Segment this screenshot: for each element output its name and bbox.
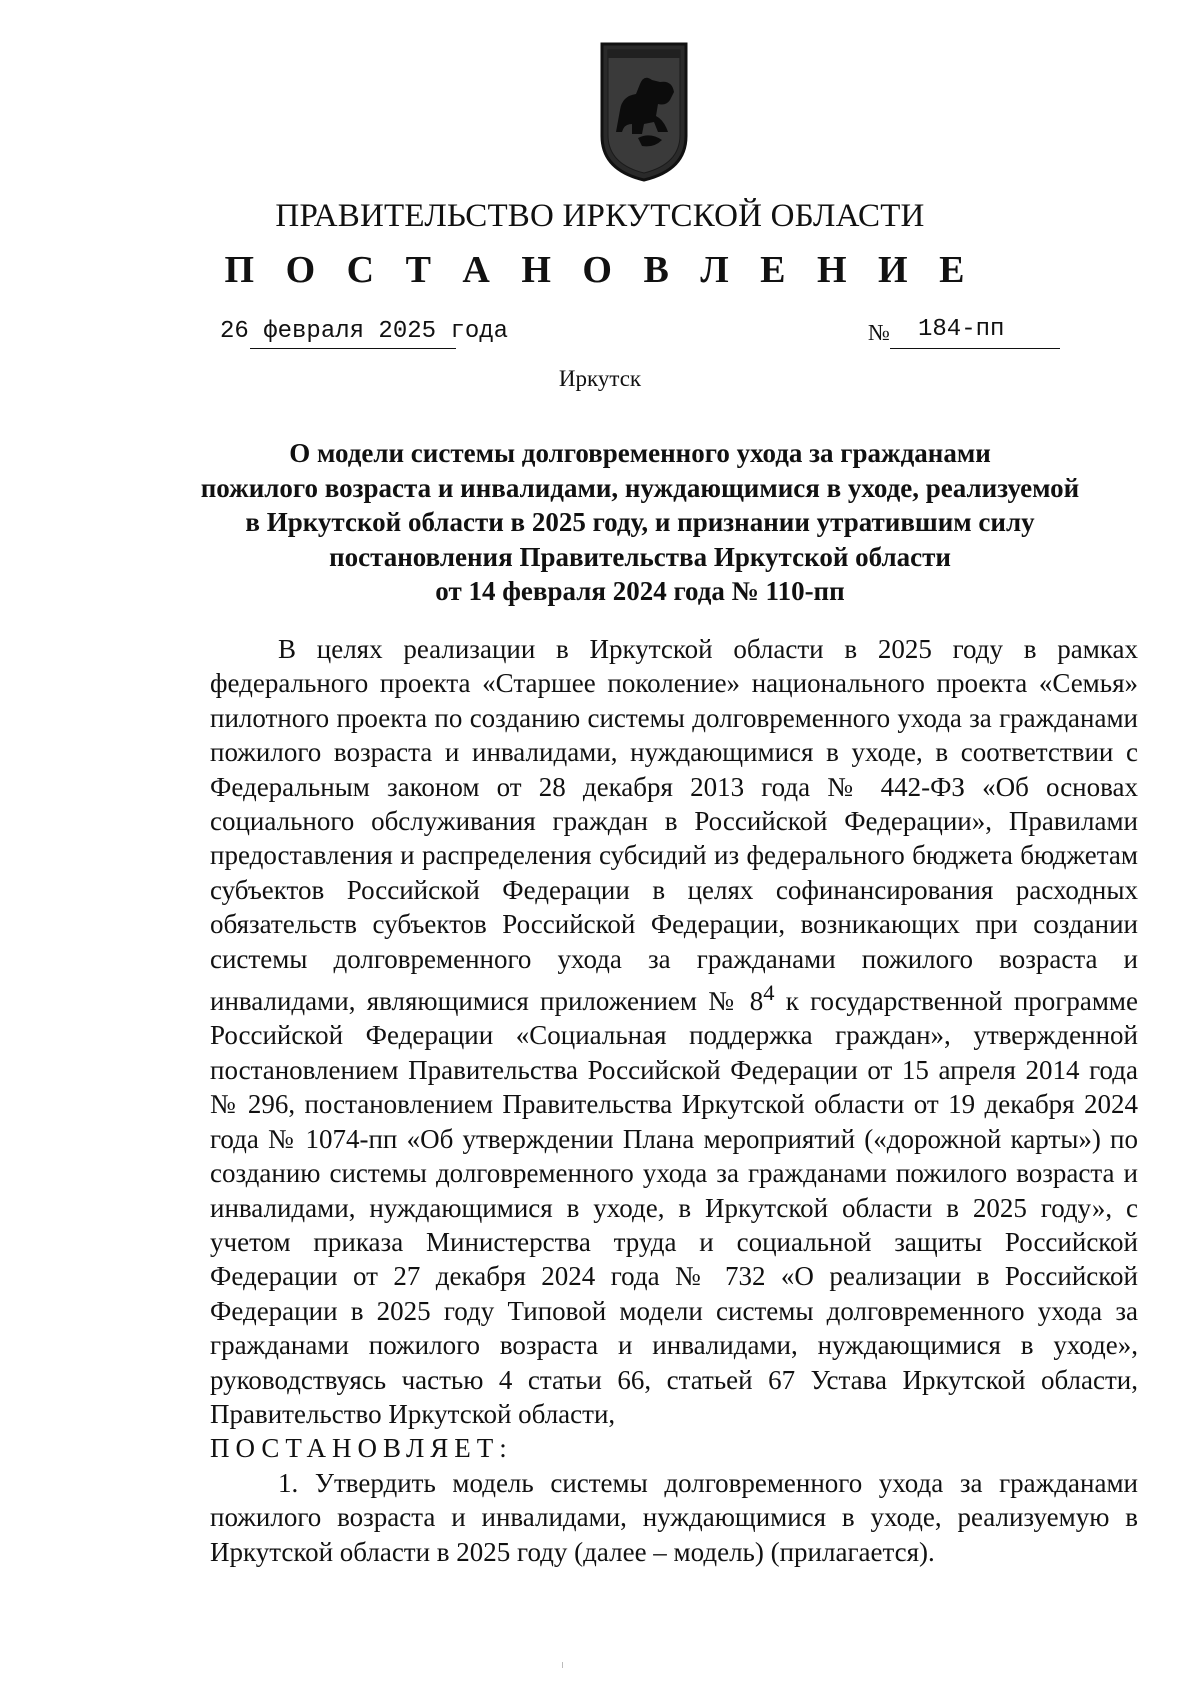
- date-underline: [250, 348, 456, 349]
- scan-artifact: [562, 1662, 563, 1668]
- document-date: 26 февраля 2025 года: [220, 318, 509, 345]
- title-line: О модели системы долговременного ухода за гражданами: [289, 438, 991, 468]
- item-1-paragraph: 1. Утвердить модель системы долговременного ухода за гражданами пожилого возраста и инвалидами, нуждающимися в уходе, реализуемую в Иркутской области в 2025 году (далее – модель) (прилагается).: [210, 1467, 1138, 1567]
- emblem-top-band: [608, 50, 680, 58]
- decree-word: ПОСТАНОВЛЯЕТ:: [210, 1433, 513, 1464]
- preamble-text-part2: к государственной программе Российской Федерации «Социальная поддержка граждан», утвержденной постановлением Правительства Российской Федерации от 15 апреля 2014 года № 296, постановлением Правительства Иркутской области от 19 декабря 2024 года № 1074-пп «Об утверждении Плана мероприятий («дорожной карты») по созданию системы долговременного ухода за гражданами пожилого возраста и инвалидами, нуждающимися в уходе, в Иркутской области в 2025 году», с учетом приказа Министерства труда и социальной защиты Российской Федерации от 27 декабря 2024 года № 732 «О реализации в Российской Федерации в 2025 году Типовой модели системы долговременного ухода за гражданами пожилого возраста и инвалидами, нуждающимися в уходе», руководствуясь частью 4 статьи 66, статьей 67 Устава Иркутской области, Правительство Иркутской области,: [210, 986, 1138, 1429]
- preamble-superscript: 4: [763, 980, 775, 1006]
- coat-of-arms-icon: [598, 40, 690, 184]
- city-name: Иркутск: [558, 366, 642, 391]
- title-line: постановления Правительства Иркутской области: [329, 541, 951, 572]
- number-label: №: [868, 320, 890, 345]
- number-underline: [890, 348, 1060, 349]
- preamble-text-part1: В целях реализации в Иркутской области в 2025 году в рамках федерального проекта «Старшее поколение» национального проекта «Семья» пилотного проекта по созданию системы долговременного ухода за гражданами пожилого возраста и инвалидами, нуждающимися в уходе, в соответствии с Федеральным законом от 28 декабря 2013 года № 442-ФЗ «Об основах социального обслуживания граждан в Российской Федерации», Правилами предоставления и распределения субсидий из федерального бюджета бюджетам субъектов Российской Федерации в целях софинансирования расходных обязательств субъектов Российской Федерации, возникающих при создании системы долговременного ухода за гражданами пожилого возраста и инвалидами, являющимися приложением № 8: [210, 634, 1138, 1017]
- title-line: пожилого возраста и инвалидами, нуждающимися в уходе, реализуемой: [200, 472, 1080, 503]
- document-number: 184-пп: [918, 316, 1005, 343]
- document-body: [210, 632, 1138, 1569]
- title-line: в Иркутской области в 2025 году, и признании утратившим силу: [245, 507, 1035, 537]
- preamble-paragraph: [210, 632, 1138, 1431]
- title-line: от 14 февраля 2024 года № 110-пп: [435, 576, 845, 606]
- document-type: П О С Т А Н О В Л Е Н И Е: [224, 249, 976, 291]
- government-name: ПРАВИТЕЛЬСТВО ИРКУТСКОЙ ОБЛАСТИ: [275, 198, 925, 234]
- document-title: [200, 436, 1080, 609]
